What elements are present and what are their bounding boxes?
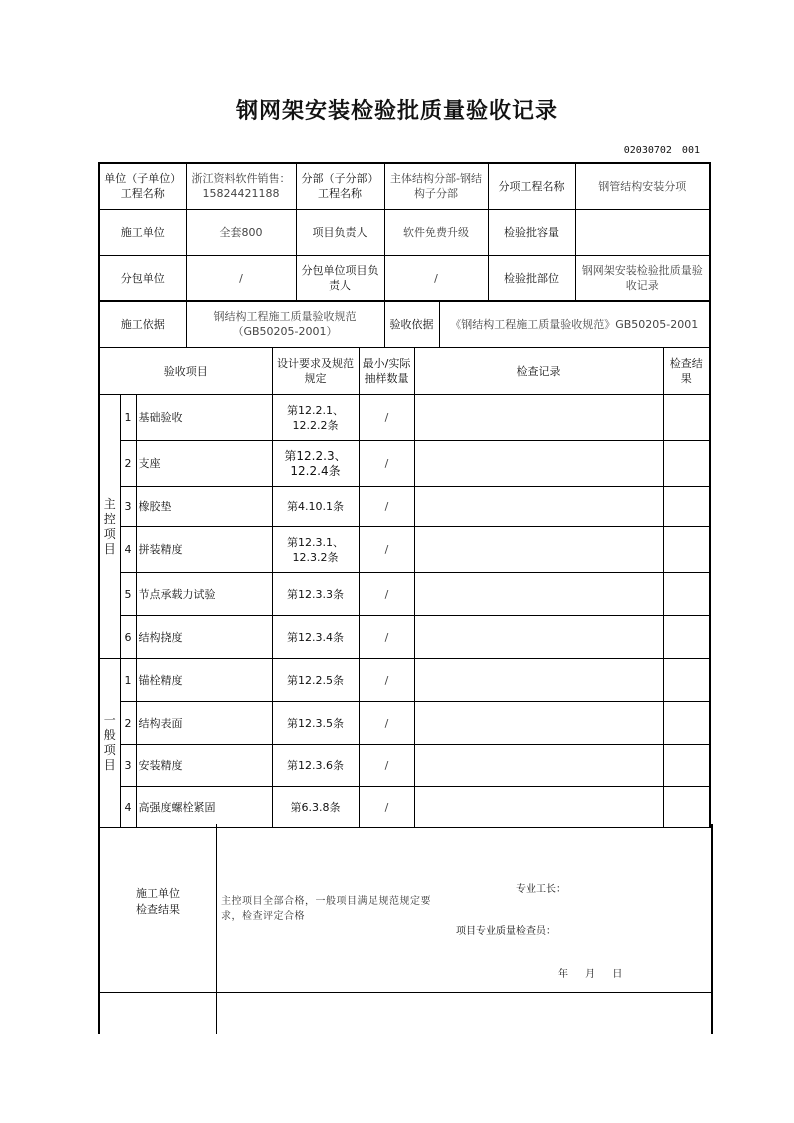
table-row xyxy=(99,616,710,659)
item-clause: 第12.3.6条 xyxy=(272,745,359,787)
division-value: 主体结构分部-钢结构子分部 xyxy=(384,163,488,209)
item-result[interactable] xyxy=(663,527,710,573)
subcontract-manager-label: 分包单位项目负责人 xyxy=(296,255,384,301)
date-label: 年 月 日 xyxy=(558,969,623,980)
item-sample: / xyxy=(359,573,414,616)
item-sample: / xyxy=(359,745,414,787)
main-control-label: 主控项目 xyxy=(99,395,120,659)
item-record[interactable] xyxy=(414,527,663,573)
item-result[interactable] xyxy=(663,441,710,487)
basis-table xyxy=(98,300,711,348)
item-name: 结构挠度 xyxy=(136,616,272,659)
item-name: 安装精度 xyxy=(136,745,272,787)
batch-part-label: 检验批部位 xyxy=(488,255,575,301)
item-result[interactable] xyxy=(663,659,710,702)
item-clause: 第6.3.8条 xyxy=(272,787,359,828)
item-no: 4 xyxy=(120,527,136,573)
divider xyxy=(216,824,217,1034)
table-row xyxy=(99,487,710,527)
item-name: 支座 xyxy=(136,441,272,487)
item-clause: 第12.3.1、12.3.2条 xyxy=(272,527,359,573)
item-sample: / xyxy=(359,616,414,659)
division-label: 分部（子分部）工程名称 xyxy=(296,163,384,209)
item-record[interactable] xyxy=(414,659,663,702)
item-clause: 第12.2.3、12.2.4条 xyxy=(272,441,359,487)
construction-unit-value: 全套800 xyxy=(186,209,296,255)
item-no: 3 xyxy=(120,487,136,527)
item-no: 6 xyxy=(120,616,136,659)
item-result[interactable] xyxy=(663,702,710,745)
construction-unit-label: 施工单位 xyxy=(99,209,186,255)
item-name: 锚栓精度 xyxy=(136,659,272,702)
item-no: 1 xyxy=(120,659,136,702)
batch-capacity-label: 检验批容量 xyxy=(488,209,575,255)
subcontract-label: 分包单位 xyxy=(99,255,186,301)
item-record[interactable] xyxy=(414,745,663,787)
document-title: 钢网架安装检验批质量验收记录 xyxy=(235,99,558,124)
item-record[interactable] xyxy=(414,702,663,745)
project-manager-value: 软件免费升级 xyxy=(384,209,488,255)
col-design: 设计要求及规范规定 xyxy=(272,348,359,395)
unit-label: 单位（子单位）工程名称 xyxy=(99,163,186,209)
table-row xyxy=(99,573,710,616)
column-header-row xyxy=(99,348,710,395)
general-label: 一般项目 xyxy=(99,659,120,828)
subitem-label: 分项工程名称 xyxy=(488,163,575,209)
table-row xyxy=(99,395,710,441)
item-clause: 第12.3.5条 xyxy=(272,702,359,745)
basis-value: 钢结构工程施工质量验收规范（GB50205-2001） xyxy=(186,301,384,348)
item-result[interactable] xyxy=(663,616,710,659)
table-row xyxy=(99,659,710,702)
item-sample: / xyxy=(359,487,414,527)
unit-check-label: 施工单位检查结果 xyxy=(136,887,180,916)
basis-label: 施工依据 xyxy=(99,301,186,348)
check-result-text[interactable]: 主控项目全部合格，一般项目满足规范规定要求，检查评定合格 xyxy=(221,896,431,922)
item-name: 拼装精度 xyxy=(136,527,272,573)
item-name: 基础验收 xyxy=(136,395,272,441)
item-no: 4 xyxy=(120,787,136,828)
item-sample: / xyxy=(359,702,414,745)
subcontract-manager-value: / xyxy=(384,255,488,301)
table-row xyxy=(99,702,710,745)
item-result[interactable] xyxy=(663,787,710,828)
table-row xyxy=(99,745,710,787)
item-no: 2 xyxy=(120,702,136,745)
item-result[interactable] xyxy=(663,573,710,616)
item-result[interactable] xyxy=(663,395,710,441)
item-result[interactable] xyxy=(663,745,710,787)
items-table xyxy=(98,347,711,828)
acceptance-basis-label: 验收依据 xyxy=(384,301,439,348)
document-code: 02030702 001 xyxy=(623,145,700,156)
table-row xyxy=(99,527,710,573)
item-name: 橡胶垫 xyxy=(136,487,272,527)
item-name: 结构表面 xyxy=(136,702,272,745)
item-name: 节点承载力试验 xyxy=(136,573,272,616)
col-sample: 最小/实际抽样数量 xyxy=(359,348,414,395)
foreman-label: 专业工长： xyxy=(516,884,566,895)
item-sample: / xyxy=(359,787,414,828)
item-no: 3 xyxy=(120,745,136,787)
batch-part-value: 钢网架安装检验批质量验收记录 xyxy=(575,255,710,301)
item-clause: 第4.10.1条 xyxy=(272,487,359,527)
item-record[interactable] xyxy=(414,487,663,527)
header-table xyxy=(98,162,711,302)
item-record[interactable] xyxy=(414,395,663,441)
acceptance-basis-value: 《钢结构工程施工质量验收规范》GB50205-2001 xyxy=(439,301,710,348)
item-clause: 第12.2.1、12.2.2条 xyxy=(272,395,359,441)
item-record[interactable] xyxy=(414,616,663,659)
item-no: 1 xyxy=(120,395,136,441)
item-result[interactable] xyxy=(663,487,710,527)
item-clause: 第12.3.3条 xyxy=(272,573,359,616)
divider xyxy=(100,992,711,993)
item-clause: 第12.3.4条 xyxy=(272,616,359,659)
item-sample: / xyxy=(359,441,414,487)
item-no: 2 xyxy=(120,441,136,487)
construction-unit-check-section xyxy=(98,824,713,1034)
item-sample: / xyxy=(359,659,414,702)
table-row xyxy=(99,441,710,487)
unit-value: 浙江资料软件销售：15824421188 xyxy=(186,163,296,209)
table-row xyxy=(99,787,710,828)
item-record[interactable] xyxy=(414,573,663,616)
item-record[interactable] xyxy=(414,441,663,487)
item-no: 5 xyxy=(120,573,136,616)
col-item: 验收项目 xyxy=(99,348,272,395)
subitem-value: 钢管结构安装分项 xyxy=(575,163,710,209)
item-record[interactable] xyxy=(414,787,663,828)
col-record: 检查记录 xyxy=(414,348,663,395)
item-name: 高强度螺栓紧固 xyxy=(136,787,272,828)
project-manager-label: 项目负责人 xyxy=(296,209,384,255)
col-result: 检查结果 xyxy=(663,348,710,395)
inspector-label: 项目专业质量检查员： xyxy=(456,926,556,937)
subcontract-value: / xyxy=(186,255,296,301)
batch-capacity-value xyxy=(575,209,710,255)
item-sample: / xyxy=(359,527,414,573)
item-sample: / xyxy=(359,395,414,441)
item-clause: 第12.2.5条 xyxy=(272,659,359,702)
